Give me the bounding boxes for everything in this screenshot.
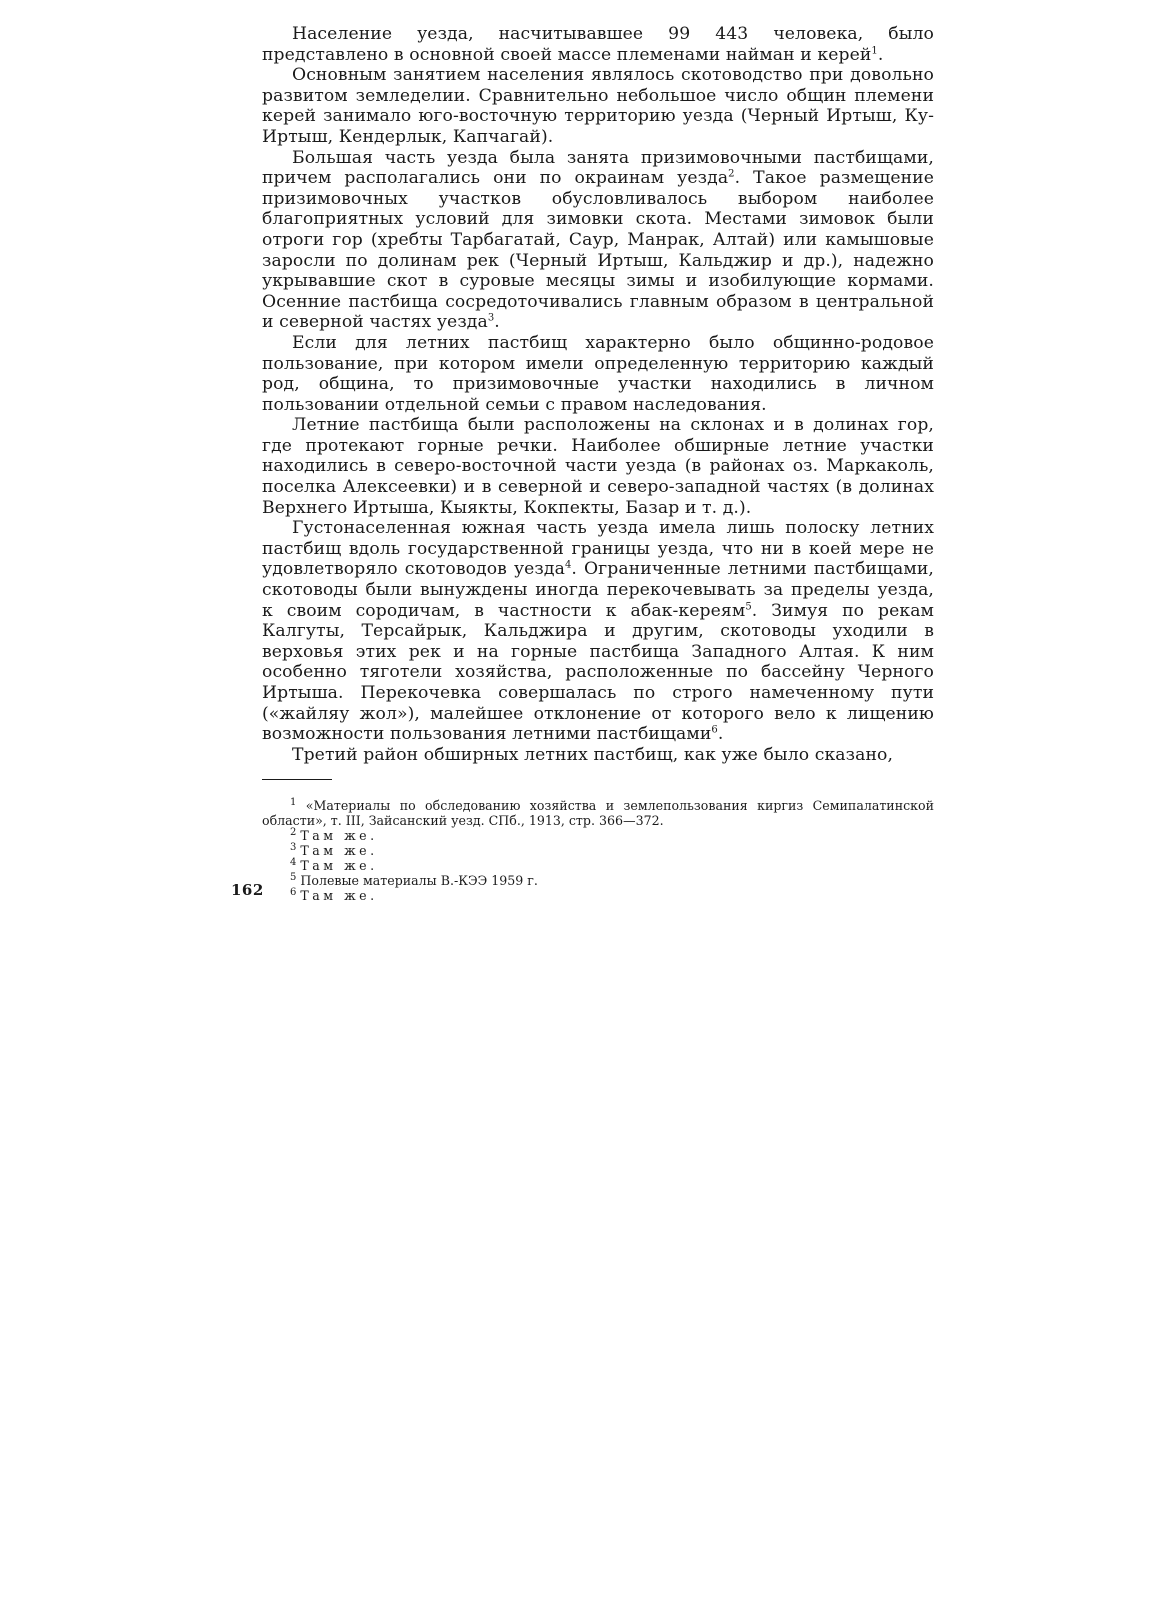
footnote-1: $^1$ «Материалы по обследованию хозяйства и землепользования киргиз Семипалатинской области», т. III, Зайсанский уезд. СПб., 1913, стр. 366—372. — [262, 797, 934, 829]
footnote-ref-3: 3 — [487, 312, 495, 324]
footnote-ref-2: 2 — [728, 168, 735, 180]
paragraph-3: Большая часть уезда была занята призимовочными пастбищами, причем располагались они по окраинам уезда$^2$. Такое размещение призимовочных участков обусловливалось выбором наиболее благоприятных условий для зимовки скота. Местами зимовок были отроги гор (хребты Тарбагатай, Саур, Манрак, Алтай) или камышовые заросли по долинам рек (Черный Иртыш, Кальджир и др.), надежно укрывавшие скот в суровые месяцы зимы и изобилующие кормами. Осенние пастбища сосредоточивались главным образом в центральной и северной частях уезда$^3$. — [262, 147, 934, 333]
footnote-4: $^4$ Там же. — [290, 857, 378, 874]
footnote-5: $^5$ Полевые материалы В.-КЭЭ 1959 г. — [290, 872, 538, 889]
footnote-ref-5: 5 — [745, 600, 752, 612]
footnotes — [262, 798, 934, 903]
footnote-ref-1: 1 — [871, 44, 878, 56]
paragraph-4: Если для летних пастбищ характерно было общинно-родовое пользование, при котором имели определенную территорию каждый род, община, то призимовочные участки находились в личном пользовании отдельной семьи с правом наследования. — [262, 332, 934, 415]
paragraph-2: Основным занятием населения являлось скотоводство при довольно развитом земледелии. Сравнительно небольшое число общин племени керей занимало юго-восточную территорию уезда (Черный Иртыш, Ку-Иртыш, Кендерлык, Капчагай). — [262, 65, 934, 147]
footnote-3: $^3$ Там же. — [290, 842, 378, 859]
paragraph-5: Летние пастбища были расположены на склонах и в долинах гор, где протекают горные речки. Наиболее обширные летние участки находились в северо-восточной части уезда (в районах оз. Маркаколь, поселка Алексеевки) и в северной и северо-западной частях (в долинах Верхнего Иртыша, Кыякты, Кокпекты, Базар и т. д.). — [262, 415, 934, 518]
paragraph-6: Густонаселенная южная часть уезда имела лишь полоску летних пастбищ вдоль государственной границы уезда, что ни в коей мере не удовлетворяло скотоводов уезда$^4$. Ограниченные летними пастбищами, скотоводы были вынуждены иногда перекочевывать за пределы уезда, к своим сородичам, в частности к абак-кереям$^5$. Зимуя по рекам Калгуты, Терсайрык, Кальджира и другим, скотоводы уходили в верховья этих рек и на горные пастбища Западного Алтая. К ним особенно тяготели хозяйства, расположенные по бассейну Черного Иртыша. Перекочевка совершалась по строго намеченному пути («жайляу жол»), малейшее отклонение от которого вело к лищению возможности пользования летними пастбищами$^6$. — [262, 518, 935, 745]
footnote-separator — [262, 779, 332, 780]
paragraph-7: Третий район обширных летних пастбищ, как уже было сказано, — [292, 744, 894, 765]
page-number: 162 — [231, 881, 264, 899]
footnote-6: $^6$ Там же. — [290, 887, 378, 904]
footnote-ref-6: 6 — [711, 724, 718, 736]
footnote-ref-4: 4 — [564, 559, 572, 571]
footnote-2: $^2$ Там же. — [290, 827, 378, 844]
page-body — [262, 24, 934, 903]
paragraph-1: Население уезда, насчитывавшее 99 443 человека, было представлено в основной своей массе племенами найман и керей$^1$. — [262, 24, 934, 65]
